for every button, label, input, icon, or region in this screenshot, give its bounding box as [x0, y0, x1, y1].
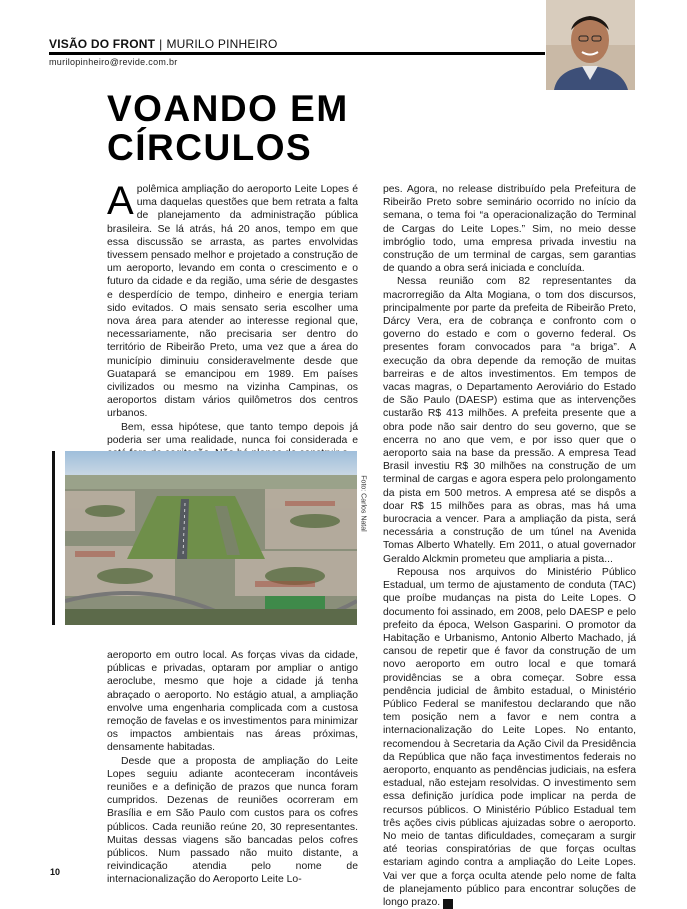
article-column-right — [383, 183, 636, 909]
photo-credit-text: Foto: Carlos Natal — [359, 475, 367, 532]
article-column-left-bottom — [107, 649, 358, 887]
paragraph: aeroporto em outro local. As forças vivas da cidade, públicas e privadas, optaram por ampliar o antigo aeroclube, mesmo que hoje a cidade já tenha abraçado o aeroporto. No estágio atual, a ampliação envolve uma engenharia complicada com a custosa remoção de favelas e os investimentos para minimizar os impactos ambientais nas áreas próximas, densamente habitadas. — [107, 650, 358, 754]
paragraph: pes. Agora, no release distribuído pela Prefeitura de Ribeirão Preto sobre seminário ocorrido no início da semana, o tema foi “a operacionalização do Terminal de Cargas do Leite Lopes.” Sim, no meio desse imbróglio todo, uma empresa privada investiu na construção de um terminal de cargas, sem garantias de quando a obra será iniciada e concluída. — [383, 184, 636, 275]
end-of-article-mark: r — [443, 899, 453, 909]
title-line-2: CÍRCULOS — [107, 127, 313, 168]
article-title — [107, 89, 407, 167]
paragraph: Desde que a proposta de ampliação do Leite Lopes seguiu adiante aconteceram incontáveis reuniões e a definição de prazos que nunca foram cumpridos. Dezenas de reuniões ocorreram em Brasília e em São Paulo com custos para os cofres públicos. Cada reunião reúne 20, 30 representantes. Muitas dessas viagens são bancadas pelos cofres públicos. Num passado não muito distante, a reivindicação atendia pelo nome de internacionalização do Aeroporto Leite Lo- — [107, 755, 358, 886]
photo-accent-bar — [52, 451, 55, 625]
author-email[interactable]: murilopinheiro@revide.com.br — [49, 57, 178, 67]
paragraph — [107, 179, 358, 421]
title-line-1: VOANDO EM — [107, 88, 349, 129]
author-photo — [546, 0, 635, 90]
aerial-airport-photo — [65, 451, 357, 625]
paragraph: Nessa reunião com 82 representantes da macrorregião da Alta Mogiana, o tom dos discursos, principalmente por parte da prefeita de Ribeirão Preto, Dárcy Vera, era de cobrança e confronto com o governo do estado e com o governo federal. Os presentes foram convocados para “a briga”. A execução da obra depende da remoção de muitas barreiras e de altos investimentos. Em tempos de vacas magras, o Departamento Aeroviário do Estado de São Paulo (DAESP) estima que as intervenções custarão R$ 413 milhões. A prefeita presente que a obra pode não sair dentro do seu governo, que se encerra no ano que vem, e por isso quer que o aeroporto saia na base da pressão. A empresa Tead Brasil investiu R$ 30 milhões na construção de um terminal de cargas e agora espera pelo prolongamento da pista em 500 metros. A empresa até se dispôs a doar R$ 15 milhões para as obras, mas há uma burocracia a vencer. Para a ampliação da pista, será necessária a construção de um túnel na Avenida Tomas Alberto Whatelly. Em 2011, o atual governador Geraldo Alckmin prometeu que ampliaria a pista... — [383, 276, 636, 565]
paragraph: Bem, essa hipótese, que tanto tempo depois já poderia ser uma realidade, nunca foi considerada e — [107, 421, 358, 446]
paragraph-text: Repousa nos arquivos do Ministério Público Estadual, um termo de ajustamento de conduta (TAC) que proíbe mudanças na pista do Leite Lopes. O documento foi assinado, em 2008, pelo DAESP e pelo prefeito da época, Welson Gasparini. O promotor da Habitação e Urbanismo, Antonio Alberto Machado, já cansou de repetir que é favor da construção de um novo aeroporto em outro local e que tomará providências se a obra começar. Sobre essa pendência judicial de âmbito estadual, o Ministério Público Federal se manifestou declarando que não tem posição nem a favor e nem contra a internacionalização do Leite Lopes. No entanto, recomendou à Secretaria da Ação Civil da Presidência da República que não faça investimentos federais no aeroporto, enquanto as pendências judiciais, na esfera estadual, não estejam resolvidas. O investimento sem essa definição jurídica pode implicar na perda de recursos públicos. O Ministério Público Estadual tem três ações civis públicas ajuizadas sobre o aeroporto. No meio de tantas dificuldades, começaram a surgir até teorias conspiratórias de que forças ocultas estariam agindo contra a ampliação do Leite Lopes. Vai ver que a força oculta atende pelo nome de falta de planejamento público para encontrar soluções de longo prazo. — [383, 566, 636, 908]
article-column-left-top — [107, 179, 358, 460]
column-header — [49, 37, 277, 51]
column-name: VISÃO DO FRONT — [49, 37, 156, 51]
photo-credit — [358, 452, 370, 562]
paragraph-text: polêmica ampliação do aeroporto Leite Lopes é uma daquelas questões que bem retrata a falta de planejamento da administração pública brasileira. Se lá atrás, há 20 anos, tempo em que essa discussão se arrasta, as partes envolvidas tivessem pensado melhor e projetado a construção de um aeroporto, levando em conta o crescimento e o futuro da cidade e da região, uma série de desgastes e desperdício de tempo, dinheiro e energia teriam sido evitados. O mais sensato seria escolher uma nova área para atender ao interesse regional que, necessariamente, não precisaria ser dentro do território de Ribeirão Preto, uma vez que a área do município diminuiu consideravelmente desde que Guatapará se emancipou em 1989. Em países civilizados ou mesmo na vizinha Campinas, os aeroportos distam vários quilômetros dos centros urbanos. — [107, 184, 358, 420]
header-rule — [49, 52, 545, 55]
header-separator: | — [159, 37, 163, 51]
drop-cap: A — [107, 179, 134, 223]
paragraph — [383, 566, 636, 909]
page-number: 10 — [50, 867, 61, 877]
author-name: MURILO PINHEIRO — [166, 37, 278, 51]
